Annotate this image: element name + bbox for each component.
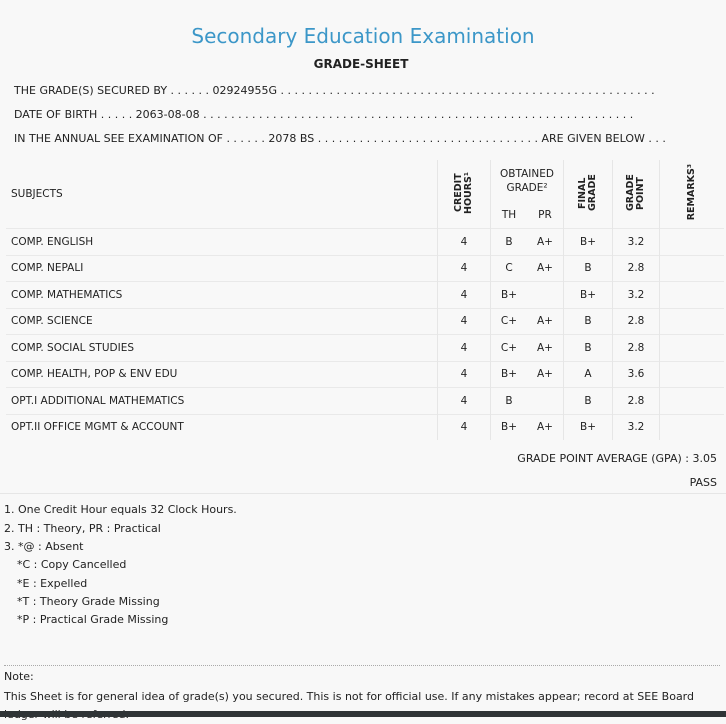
practical-grade: A+ [527, 361, 564, 388]
credit-hours: 4 [438, 255, 491, 282]
credit-hours: 4 [438, 388, 491, 415]
theory-header: TH [491, 202, 528, 229]
theory-grade: C [491, 255, 528, 282]
grade-point: 3.2 [613, 229, 660, 256]
practical-grade: A+ [527, 255, 564, 282]
subject-name: OPT.I ADDITIONAL MATHEMATICS [6, 388, 438, 415]
table-row [6, 335, 724, 362]
practical-grade: A+ [527, 414, 564, 440]
footnote-copy-cancelled: *C : Copy Cancelled [17, 558, 127, 571]
theory-grade: B+ [491, 414, 528, 440]
result-status: PASS [689, 476, 717, 489]
theory-grade: B [491, 229, 528, 256]
grade-point: 2.8 [613, 308, 660, 335]
footnote-absent: 3. *@ : Absent [4, 540, 84, 553]
table-row [6, 308, 724, 335]
grade-point: 2.8 [613, 388, 660, 415]
final-grade: B [564, 335, 613, 362]
remarks [660, 282, 725, 309]
table-row [6, 255, 724, 282]
final-grade: B+ [564, 229, 613, 256]
subject-name: COMP. SCIENCE [6, 308, 438, 335]
grade-point-header: GRADE POINT [625, 174, 646, 211]
final-grade: B [564, 308, 613, 335]
credit-hours-header: CREDIT HOURS¹ [453, 171, 474, 214]
grade-sheet-heading: GRADE-SHEET [313, 57, 409, 71]
table-row [6, 229, 724, 256]
credit-hours: 4 [438, 335, 491, 362]
table-row [6, 282, 724, 309]
credit-hours: 4 [438, 282, 491, 309]
bottom-scrollbar[interactable] [0, 711, 726, 717]
subject-name: COMP. HEALTH, POP & ENV EDU [6, 361, 438, 388]
note-divider [4, 665, 720, 666]
grade-point: 3.2 [613, 282, 660, 309]
credit-hours: 4 [438, 229, 491, 256]
remarks [660, 388, 725, 415]
subjects-header: SUBJECTS [11, 188, 63, 200]
remarks [660, 361, 725, 388]
theory-grade: B [491, 388, 528, 415]
grade-point: 2.8 [613, 255, 660, 282]
footnote-th-pr: 2. TH : Theory, PR : Practical [4, 522, 161, 535]
remarks-header: REMARKS³ [686, 164, 697, 221]
theory-grade: B+ [491, 282, 528, 309]
note-text: This Sheet is for general idea of grade(s) you secured. This is not for official use. If any mistakes appear; record at SEE Board [4, 690, 694, 703]
final-grade: B [564, 255, 613, 282]
practical-grade: A+ [527, 229, 564, 256]
credit-hours: 4 [438, 414, 491, 440]
footnote-practical-missing: *P : Practical Grade Missing [17, 613, 169, 626]
practical-grade: A+ [527, 308, 564, 335]
table-row [6, 414, 724, 440]
final-grade: B [564, 388, 613, 415]
final-grade: B+ [564, 282, 613, 309]
note-heading: Note: [4, 670, 34, 683]
footnote-credit-hour: 1. One Credit Hour equals 32 Clock Hours. [4, 503, 237, 516]
symbol-number-line: THE GRADE(S) SECURED BY . . . . . . 02924955G . . . . . . . . . . . . . . . . . . . . . . . . . . . . . . . . . . . . . . . . . . . . . . . . . . . . . . [14, 84, 655, 97]
theory-grade: B+ [491, 361, 528, 388]
practical-grade [527, 282, 564, 309]
remarks [660, 229, 725, 256]
credit-hours: 4 [438, 308, 491, 335]
page-title: Secondary Education Examination [191, 24, 535, 48]
practical-grade: A+ [527, 335, 564, 362]
subject-name: COMP. MATHEMATICS [6, 282, 438, 309]
remarks [660, 308, 725, 335]
remarks [660, 255, 725, 282]
gpa-summary: GRADE POINT AVERAGE (GPA) : 3.05 [517, 452, 717, 465]
examination-year-line: IN THE ANNUAL SEE EXAMINATION OF . . . . . . 2078 BS . . . . . . . . . . . . . . . . . . . . . . . . . . . . . . . . ARE GIVEN BELOW . . . [14, 132, 666, 145]
theory-grade: C+ [491, 335, 528, 362]
subject-name: COMP. NEPALI [6, 255, 438, 282]
footnote-expelled: *E : Expelled [17, 577, 88, 590]
subject-name: OPT.II OFFICE MGMT & ACCOUNT [6, 414, 438, 440]
table-row [6, 388, 724, 415]
grade-point: 2.8 [613, 335, 660, 362]
footnote-theory-missing: *T : Theory Grade Missing [17, 595, 160, 608]
remarks [660, 335, 725, 362]
final-grade: B+ [564, 414, 613, 440]
grade-point: 3.6 [613, 361, 660, 388]
obtained-grade-header: OBTAINED GRADE² [491, 160, 564, 202]
practical-header: PR [538, 209, 552, 221]
remarks [660, 414, 725, 440]
final-grade: A [564, 361, 613, 388]
table-row [6, 361, 724, 388]
final-grade-header: FINAL GRADE [577, 174, 598, 211]
grade-point: 3.2 [613, 414, 660, 440]
date-of-birth-line: DATE OF BIRTH . . . . . 2063-08-08 . . . . . . . . . . . . . . . . . . . . . . . . . . . . . . . . . . . . . . . . . . . . . . . . . . . . . . . . . . . . . . [14, 108, 634, 121]
subject-name: COMP. ENGLISH [6, 229, 438, 256]
practical-grade [527, 388, 564, 415]
grade-table [6, 160, 724, 440]
section-divider [0, 493, 726, 494]
theory-grade: C+ [491, 308, 528, 335]
credit-hours: 4 [438, 361, 491, 388]
subject-name: COMP. SOCIAL STUDIES [6, 335, 438, 362]
